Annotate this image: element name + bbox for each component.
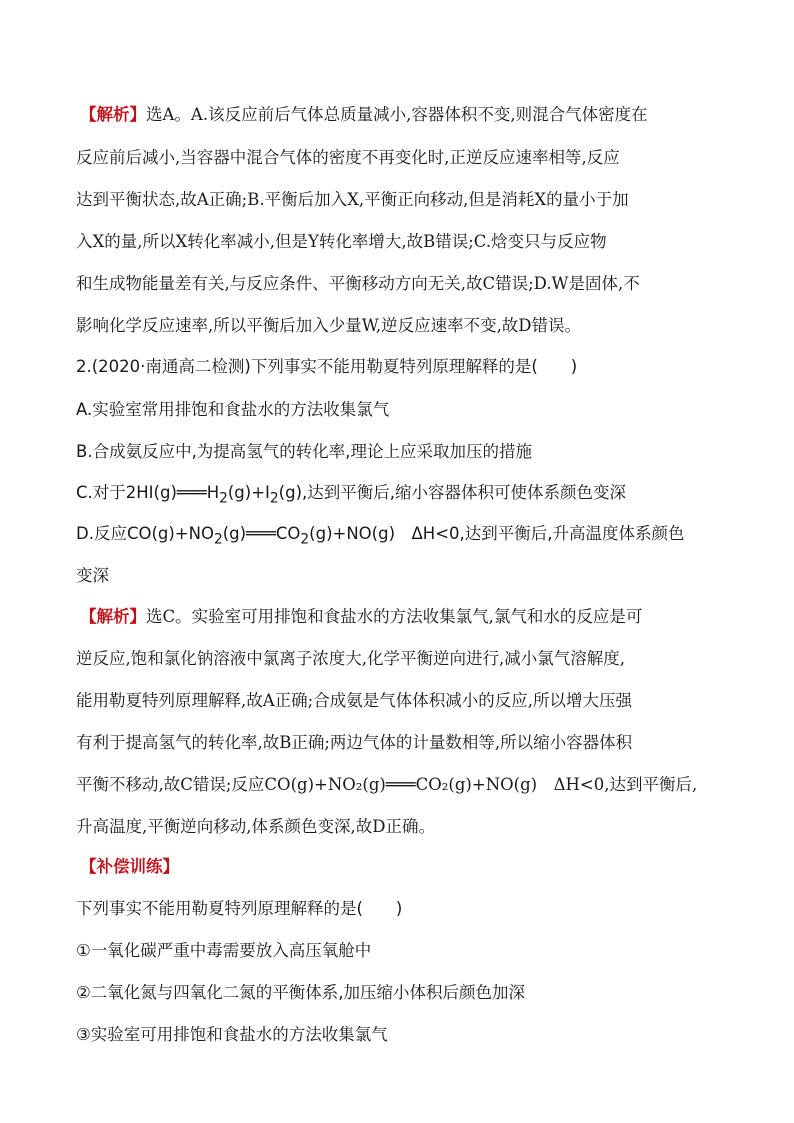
analysis-tag: 【解析】 — [80, 105, 146, 124]
supplement-stem: 下列事实不能用勒夏特列原理解释的是( ) — [76, 899, 403, 918]
analysis-2-line-1 — [80, 605, 740, 629]
analysis-2-line-5: 平衡不移动,故C错误;反应CO(g)+NO₂(g)═══CO₂(g)+NO(g) ΔH<0,达到平衡后, — [76, 775, 698, 794]
option-d-continuation: 变深 — [76, 566, 109, 585]
analysis-2-line-4: 有利于提高氢气的转化率,故B正确;两边气体的计量数相等,所以缩小容器体积 — [76, 733, 633, 752]
analysis-2-line-6: 升高温度,平衡逆向移动,体系颜色变深,故D正确。 — [76, 817, 435, 836]
supplement-tag: 【补偿训练】 — [80, 857, 179, 876]
analysis-2-text: 选C。实验室可用排饱和食盐水的方法收集氯气,氯气和水的反应是可 — [146, 607, 643, 626]
option-d: D.反应$CO(g)+NO_2(g)═══CO_2(g)+NO(g)$ ΔH<0,达到平衡后,升高温度体系颜色 — [76, 524, 685, 548]
equilibrium-arrow: ═══ — [176, 483, 207, 502]
supplement-item-3: ③实验室可用排饱和食盐水的方法收集氯气 — [76, 1025, 388, 1044]
supplement-heading — [80, 855, 740, 879]
supplement-item-2: ②二氧化氮与四氧化二氮的平衡体系,加压缩小体积后颜色加深 — [76, 983, 526, 1002]
analysis-1-line-4: 入X的量,所以X转化率减小,但是Y转化率增大,故B错误;C.焓变只与反应物 — [76, 232, 607, 251]
option-c: C.对于$2HI(g)═══H_2(g)+I_2(g)$,达到平衡后,缩小容器体积可使体系颜色变深 — [76, 483, 627, 507]
analysis-1-line-6: 影响化学反应速率,所以平衡后加入少量W,逆反应速率不变,故D错误。 — [76, 316, 582, 335]
analysis-1-line-1 — [80, 103, 740, 127]
analysis-1-text: 选A。A.该反应前后气体总质量减小,容器体积不变,则混合气体密度在 — [146, 105, 648, 124]
option-b: B.合成氨反应中,为提高氢气的转化率,理论上应采取加压的措施 — [76, 442, 533, 461]
analysis-1-line-5: 和生成物能量差有关,与反应条件、平衡移动方向无关,故C错误;D.W是固体,不 — [76, 274, 640, 293]
analysis-2-line-2: 逆反应,饱和氯化钠溶液中氯离子浓度大,化学平衡逆向进行,减小氯气溶解度, — [76, 649, 625, 668]
analysis-1-line-3: 达到平衡状态,故A正确;B.平衡后加入X,平衡正向移动,但是消耗X的量小于加 — [76, 190, 629, 209]
analysis-1-line-2: 反应前后减小,当容器中混合气体的密度不再变化时,正逆反应速率相等,反应 — [76, 148, 620, 167]
answer-blank: ( ) — [531, 357, 578, 376]
supplement-item-1: ①一氧化碳严重中毒需要放入高压氧舱中 — [76, 941, 372, 960]
analysis-tag: 【解析】 — [80, 607, 146, 626]
equilibrium-arrow: ═══ — [246, 524, 276, 543]
option-a: A.实验室常用排饱和食盐水的方法收集氯气 — [76, 400, 390, 419]
analysis-2-line-3: 能用勒夏特列原理解释,故A正确;合成氨是气体体积减小的反应,所以增大压强 — [76, 691, 632, 710]
question-2-stem — [76, 355, 736, 379]
question-2-text: 2.(2020·南通高二检测)下列事实不能用勒夏特列原理解释的是 — [76, 357, 532, 376]
